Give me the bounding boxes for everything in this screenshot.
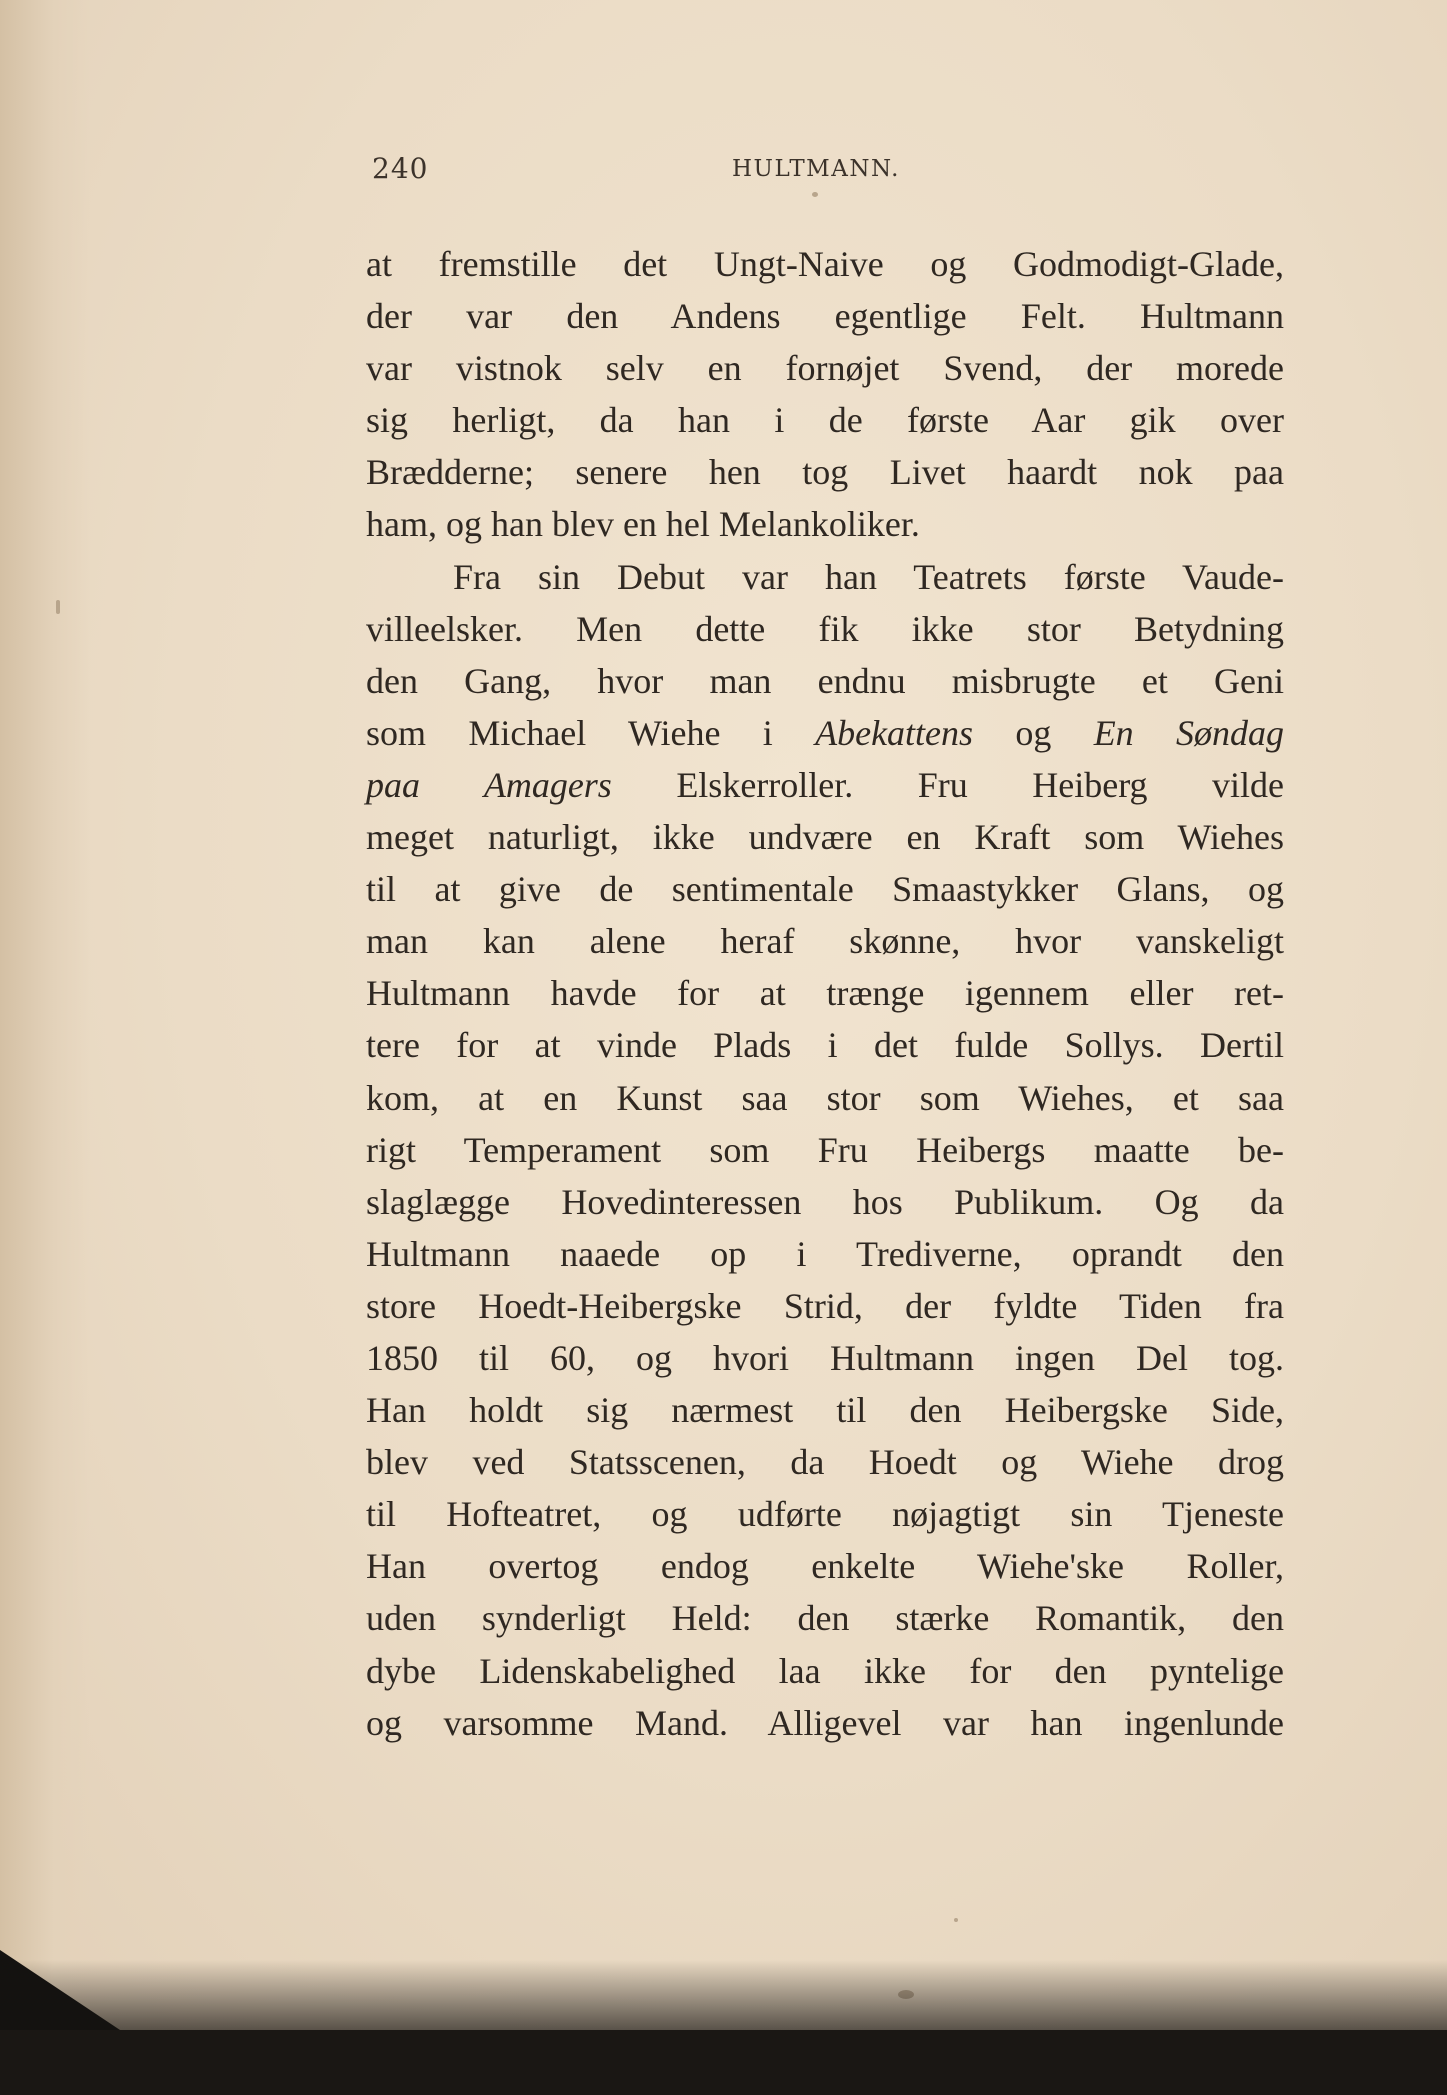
- text-line: Hultmann havde for at trænge igennem eller ret-: [366, 973, 1284, 1014]
- text-line: kom, at en Kunst saa stor som Wiehes, et saa: [366, 1077, 1284, 1118]
- page-header: [372, 152, 1282, 192]
- paragraph: [366, 238, 1284, 551]
- text-line: store Hoedt-Heibergske Strid, der fyldte Tiden fra: [366, 1285, 1284, 1326]
- text-line: Hultmann naaede op i Trediverne, oprandt den: [366, 1233, 1284, 1274]
- text-line: til at give de sentimentale Smaastykker Glans, og: [366, 869, 1284, 910]
- text-line: rigt Temperament som Fru Heibergs maatte be-: [366, 1129, 1284, 1170]
- body-text: [366, 238, 1284, 1749]
- italic-title: Abekattens: [815, 712, 974, 753]
- text-line: ham, og han blev en hel Melankoliker.: [366, 504, 920, 545]
- page-gutter-shading: [0, 0, 90, 2030]
- text-line: til Hofteatret, og udførte nøjagtigt sin Tjeneste: [366, 1494, 1284, 1535]
- running-head: HULTMANN.: [732, 156, 900, 182]
- text-line: Han overtog endog enkelte Wiehe'ske Roller,: [366, 1546, 1284, 1587]
- text-line: 1850 til 60, og hvori Hultmann ingen Del tog.: [366, 1337, 1284, 1378]
- text-segment: Elskerroller. Fru Heiberg vilde: [611, 764, 1284, 805]
- text-line: Brædderne; senere hen tog Livet haardt nok paa: [366, 452, 1284, 493]
- paper-speck: [954, 1918, 958, 1922]
- text-line: man kan alene heraf skønne, hvor vanskeligt: [366, 921, 1284, 962]
- text-line: den Gang, hvor man endnu misbrugte et Geni: [366, 660, 1284, 701]
- italic-title: En Søndag: [1093, 712, 1284, 753]
- text-line: at fremstille det Ungt-Naive og Godmodigt-Glade,: [366, 244, 1284, 284]
- text-line: [366, 707, 1284, 759]
- text-line: Han holdt sig nærmest til den Heibergske Side,: [366, 1390, 1284, 1431]
- text-line: dybe Lidenskabelighed laa ikke for den pyntelige: [366, 1650, 1284, 1691]
- page-number: 240: [372, 152, 429, 185]
- scan-shadow: [0, 1960, 1447, 2095]
- text-line: der var den Andens egentlige Felt. Hultmann: [366, 296, 1284, 337]
- text-line: villeelsker. Men dette fik ikke stor Betydning: [366, 608, 1284, 649]
- paper-speck: [56, 600, 60, 614]
- text-line: uden synderligt Held: den stærke Romantik, den: [366, 1598, 1284, 1639]
- text-line: tere for at vinde Plads i det fulde Sollys. Dertil: [366, 1025, 1284, 1066]
- text-line: slaglægge Hovedinteressen hos Publikum. Og da: [366, 1181, 1284, 1222]
- page-corner-fold: [0, 1950, 120, 2030]
- text-line: blev ved Statsscenen, da Hoedt og Wiehe drog: [366, 1442, 1284, 1483]
- text-line: meget naturligt, ikke undvære en Kraft som Wiehes: [366, 817, 1284, 858]
- text-line: var vistnok selv en fornøjet Svend, der morede: [366, 348, 1284, 389]
- paragraph: [366, 551, 1284, 1749]
- text-line: Fra sin Debut var han Teatrets første Vaude-: [453, 556, 1284, 597]
- paper-speck: [812, 192, 818, 197]
- text-line: og varsomme Mand. Alligevel var han ingenlunde: [366, 1702, 1284, 1743]
- italic-title: paa Amagers: [366, 764, 612, 805]
- text-line: [366, 759, 1284, 811]
- text-segment: som Michael Wiehe i: [366, 712, 816, 753]
- text-line: sig herligt, da han i de første Aar gik over: [366, 400, 1284, 441]
- text-segment: og: [973, 712, 1094, 753]
